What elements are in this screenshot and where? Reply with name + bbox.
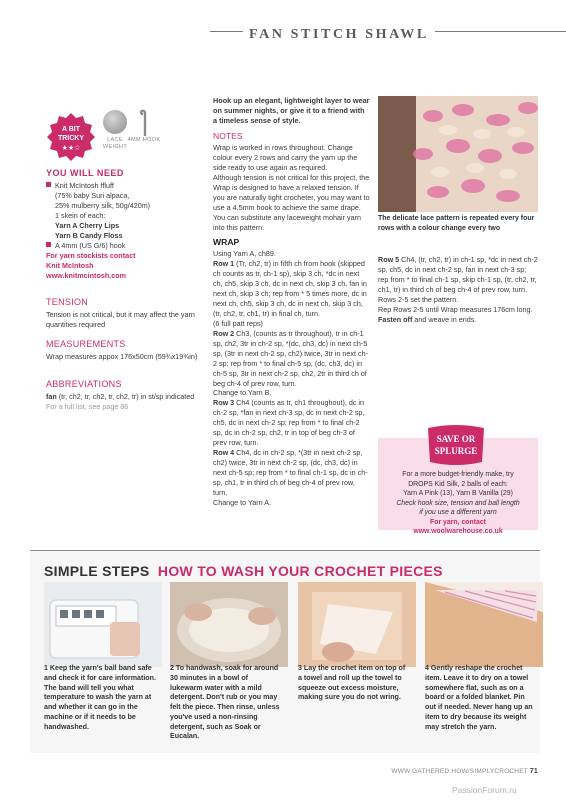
step4-text: 4 Gently reshape the crochet item. Leave it to dry on a towel somewhere flat, such as on a board or a folded blanket. Pin out if needed. Never hang up an item to dry because its weight may stretch the yarn. (425, 664, 533, 731)
bullet-icon (46, 182, 51, 187)
svg-text:SPLURGE: SPLURGE (434, 446, 478, 456)
badge-line1: A BIT (61, 126, 81, 133)
intro: Hook up an elegant, lightweight layer to wear on summer nights, or give it to a friend with a timeless sense of style. (213, 96, 370, 126)
step3-text: 3 Lay the crochet item on top of a towel and roll up the towel to squeeze out excess moisture, making sure you do not wring. (298, 664, 406, 702)
pattern-column: Hook up an elegant, lightweight layer to wear on summer nights, or give it to a friend with a timeless sense of style. NOTES Wrap is worked in rows throughout. Change colour every 2 rows and carry the yarn up the side ready to use again as required. Although tension is not critical for this project, the Wrap is designed to have a relaxed tension. If you are naturally tight crocheter, you may want to use a 4.5mm hook to achieve the same drape. You can substitute any laceweight mohair yarn into this pattern. WRAP Using Yarn A, ch89. Row 1 (Tr, ch2, tr) in fifth ch from hook (skipped ch counts as tr, ch-1 sp), skip 3 ch, *dc in next ch, ch5, skip 3 ch, dc in next ch, skip 3 ch, fan in next ch, skip 3 ch; rep from * 5 times more, dc in next ch, ch5, skip 3 ch, dc in next ch, skip 3 ch, (tr, ch2, tr, ch1, tr) in final ch, turn. (6 full patt reps) Row 2 Ch3, (counts as tr throughout), tr in ch-1 sp, ch2, 3tr in ch-2 sp, *(dc, ch3, dc) in next ch-5 sp, (3tr in next ch-2 sp, ch2) twice, 3tr in next ch-2 sp; rep from * to final ch-5 sp, (dc, ch3, dc) in ch-5 sp, 3tr in next ch-2 sp, ch2, 2tr in third ch of beg ch-4 of prev row, turn. Change to Yarn B. Row 3 Ch4 (counts as tr, ch1 throughout), dc in ch-2 sp, *fan in next ch-3 sp, dc in next ch-2 sp, ch5, dc in next ch-2 sp; rep from * to final ch-2 sp, dc in ch-2 sp, ch2, tr in top of beg ch-3 of prev row, turn. Row 4 Ch4, dc in ch-2 sp, *(3tr in next ch-2 sp, ch2) twice, 3tr in next ch-2 sp, (dc, ch3, dc) in next ch-5 sp; rep from * to final ch-1 sp, dc in ch-sp, ch1, tr in third ch of beg ch-4 of prev row, turn. Change to Yarn A. (213, 96, 370, 507)
measurements-section: MEASUREMENTS Wrap measures appox 176x50cm (59¾x19¾in) (46, 339, 198, 362)
woolwarehouse-link[interactable]: www.woolwarehouse.co.uk (413, 528, 503, 536)
hook-size-label: 4MM HOOK (127, 137, 161, 143)
page-number: 71 (529, 768, 538, 775)
bullet-icon (46, 242, 51, 247)
badge-line2: TRICKY (57, 135, 85, 142)
page-title: FAN STITCH SHAWL (243, 25, 435, 44)
wrap-heading: WRAP (213, 237, 240, 248)
svg-text:SAVE OR: SAVE OR (436, 434, 476, 444)
steps-title: SIMPLE STEPS HOW TO WASH YOUR CROCHET PIECES (44, 563, 443, 579)
tension-section: TENSION Tension is not critical, but it may affect the yarn quantities required (46, 297, 195, 330)
abbreviations-section: ABBREVIATIONS fan (tr, ch2, tr, ch2, tr, ch2, tr) in st/sp indicated For a full list, see page 86 (46, 379, 195, 412)
step4-photo (425, 582, 543, 667)
footer-url[interactable]: WWW.GATHERED.HOW/SIMPLYCROCHET (391, 768, 528, 775)
lace-weight-label: LACE WEIGHT (102, 137, 128, 150)
step2-text: 2 To handwash, soak for around 30 minutes in a bowl of lukewarm water with a mild detergent. Don't rub or you may felt the piece. Then rinse, unless you've used a non-rinsing detergent, such as Soak or Eucalan. (170, 664, 280, 741)
shawl-photo (378, 96, 538, 212)
pattern-continued: Row 5 Ch4, (tr, ch2, tr) in ch-1 sp, *dc in next ch-2 sp, ch5, dc in next ch-2 sp, fan in next ch-3 sp; rep from * to final ch-1 sp, skip ch-1 sp, (tr, ch2, tr, ch1, tr) in third ch of beg ch-4 of prev row, turn. Rows 2-5 set the pattern. Rep Rows 2-5 until Wrap measures 176cm long. Fasten off and weave in ends. (378, 255, 538, 324)
skill-level-badge (46, 112, 96, 162)
page-footer (300, 767, 538, 777)
save-or-splurge-badge (424, 422, 488, 468)
step2-photo (170, 582, 288, 667)
watermark: PassionForum.ru (452, 785, 517, 795)
yarn-ball-icon (103, 110, 127, 134)
step1-text: 1 Keep the yarn's ball band safe and check it for care information. The band will tell you what temperature to wash the yarn at and whether it can go in the machine or if it needs to be handwashed. (44, 664, 156, 731)
save-or-splurge-text: For a more budget-friendly make, try DROPS Kid Silk, 2 balls of each: Yarn A Pink (13), Yarn B Vanilla (29) Check hook size, tension and ball length if you use a different yarn For yarn, contact www.woolwarehouse.co.uk (378, 470, 538, 537)
photo-caption: The delicate lace pattern is repeated every four rows with a colour change every two (378, 215, 535, 232)
step1-photo (44, 582, 162, 667)
step3-photo (298, 582, 416, 667)
crochet-hook-icon (139, 108, 149, 136)
badge-stars: ★★☆ (61, 144, 81, 152)
stockist-link[interactable]: www.knitmcintosh.com (46, 270, 127, 280)
notes-heading: NOTES (213, 131, 243, 142)
section-heading: YOU WILL NEED (46, 168, 124, 178)
you-will-need: YOU WILL NEED Knit McIntosh ffluff (75% baby Suri alpaca, 25% mulberry silk, 50g/420m) 1 skein of each: Yarn A Cherry Lips Yarn B Candy Floss A 4mm (US G/6) hook For yarn stockists contact Knit McIntosh www.knitmcintosh.com (46, 167, 200, 281)
